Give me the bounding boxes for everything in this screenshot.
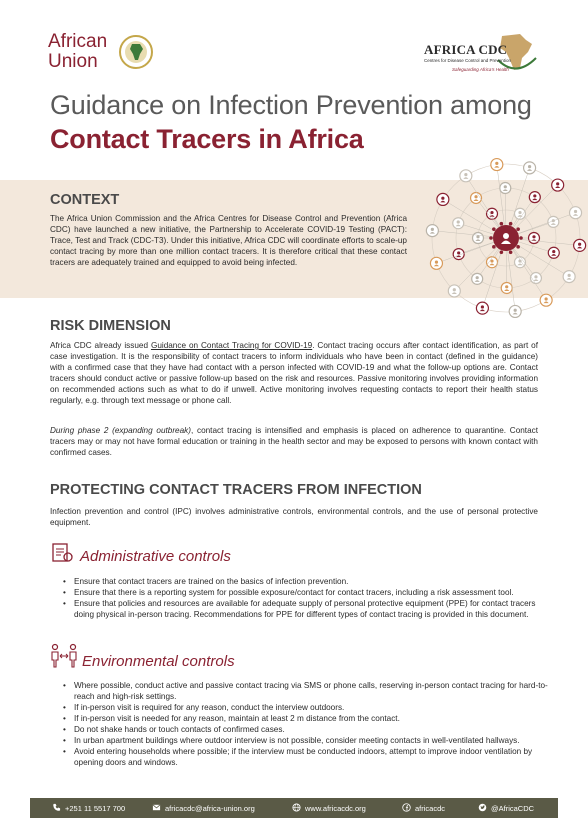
person-head-icon: [474, 195, 477, 198]
footer-twitter-text: @AfricaCDC: [491, 804, 535, 813]
au-logo-line-1: African: [48, 31, 108, 52]
person-head-icon: [552, 250, 555, 253]
page-title-line2: Contact Tracers in Africa: [50, 124, 364, 154]
environmental-controls-list: [62, 680, 550, 768]
person-head-icon: [435, 260, 438, 263]
contact-network-graphic: [416, 150, 588, 340]
protecting-heading: PROTECTING CONTACT TRACERS FROM INFECTION: [50, 482, 422, 498]
administrative-control-item: • Ensure that contact tracers are trained on the basics of infection prevention.: [74, 576, 550, 587]
risk-paragraph-2: [50, 425, 538, 458]
globe-icon: [292, 803, 301, 812]
person-head-icon: [476, 276, 479, 279]
risk-heading: RISK DIMENSION: [50, 318, 171, 334]
virus-spike: [500, 222, 504, 226]
context-heading: CONTEXT: [50, 192, 120, 208]
africa-cdc-subtitle: Centres for Disease Control and Prevention: [424, 58, 512, 63]
environmental-control-item: • Do not shake hands or touch contacts of confirmed cases.: [74, 724, 550, 735]
virus-spike: [516, 245, 520, 249]
administrative-controls-list: [62, 576, 550, 620]
center-person-head: [503, 233, 509, 239]
facebook-icon: [402, 803, 411, 812]
email-icon: [152, 803, 161, 812]
person-head-icon: [457, 251, 460, 254]
risk-p2-rest: , contact tracing is intensified and emphasis is placed on adherence to quarantine. Contact tracers may or may not have formal education or training in the health sector and may be exposed to persons with known contact with confirmed cases.: [50, 426, 538, 457]
africa-cdc-tagline: Safeguarding Africa's Health: [452, 67, 509, 72]
context-paragraph: The Africa Union Commission and the Africa Centres for Disease Control and Prevention (Africa CDC) have launched a new initiative, the Partnership to Accelerate COVID-19 Testing (PACT): Trace, Test and Track (CDC-T3). Under this initiative, Africa CDC will coordinate efforts to scale-up contact tracing by more than one million contact tracers. It is therefore critical that these contact tracers are adequately trained and equipped to avoid being infected.: [50, 214, 407, 267]
footer-website-text: www.africacdc.org: [305, 804, 366, 813]
african-union-emblem-icon: [118, 34, 154, 70]
person-head-icon: [457, 220, 460, 223]
person-head-icon: [481, 305, 484, 308]
phone-icon: [52, 803, 61, 812]
footer-phone[interactable]: [52, 803, 125, 813]
person-head-icon: [534, 275, 537, 278]
person-head-icon: [514, 309, 517, 312]
footer-twitter[interactable]: [478, 803, 534, 813]
administrative-control-item: • Ensure that policies and resources are available for adequate supply of personal protective equipment (PPE) for contact tracers doing physical in-person tracing. Recommendations for PPE for different types of contact tracing is provided in this document.: [74, 598, 550, 620]
person-head-icon: [533, 194, 536, 197]
environmental-control-item: • If in-person visit is needed for any reason, maintain at least 2 m distance from the contact.: [74, 713, 550, 724]
au-logo-line: [48, 32, 107, 72]
administrative-controls-icon: [50, 540, 74, 564]
environmental-controls-icon: [50, 643, 78, 669]
environmental-control-item: • Where possible, conduct active and passive contact tracing via SMS or phone calls, reserving in-person contact tracing for hard-to-reach and high-risk settings.: [74, 680, 550, 702]
person-head-icon: [476, 235, 479, 238]
phase-2-label: During phase 2 (expanding outbreak): [50, 426, 191, 435]
virus-spike: [519, 236, 523, 240]
person-head-icon: [490, 211, 493, 214]
contact-tracing-guidance-link[interactable]: Guidance on Contact Tracing for COVID-19: [150, 341, 313, 350]
page-title-line1: Guidance on Infection Prevention among: [50, 90, 532, 120]
person-head-icon: [545, 297, 548, 300]
footer-facebook-text: africacdc: [415, 804, 446, 813]
au-logo-line-2: Union: [48, 51, 98, 72]
person-head-icon: [490, 259, 493, 262]
footer-email[interactable]: [152, 803, 255, 813]
person-head-icon: [528, 165, 531, 168]
footer-phone-text: +251 11 5517 700: [65, 804, 126, 813]
environmental-control-item: • In urban apartment buildings where outdoor interview is not possible, consider meeting contacts in well-ventilated hallways.: [74, 735, 550, 746]
person-head-icon: [453, 288, 456, 291]
twitter-icon: [478, 803, 487, 812]
virus-spike: [492, 227, 496, 231]
contact-footer: [30, 798, 558, 818]
footer-website[interactable]: [292, 803, 366, 813]
person-head-icon: [532, 235, 535, 238]
protecting-intro: Infection prevention and control (IPC) involves administrative controls, environmental controls, and the use of personal protective equipment.: [50, 507, 538, 527]
risk-paragraph-1: [50, 340, 538, 406]
footer-facebook[interactable]: [402, 803, 445, 813]
person-head-icon: [556, 182, 559, 185]
environmental-control-item: • Avoid entering households where possible; if the interview must be conducted indoors, attempt to improve indoor ventilation by opening doors and windows.: [74, 746, 550, 768]
africa-cdc-logo-text: AFRICA CDC: [424, 42, 508, 57]
administrative-control-item: • Ensure that there is a reporting system for possible exposure/contact for contact tracers, including a risk assessment tool.: [74, 587, 550, 598]
person-head-icon: [568, 274, 571, 277]
person-head-icon: [578, 243, 581, 246]
african-union-logo-text: [48, 32, 107, 72]
environmental-controls-title: Environmental controls: [82, 653, 235, 670]
person-head-icon: [431, 228, 434, 231]
person-head-icon: [505, 285, 508, 288]
virus-spike: [500, 250, 504, 254]
risk-p1-prefix: Africa CDC already issued: [50, 341, 151, 350]
virus-spike: [492, 245, 496, 249]
person-head-icon: [518, 211, 521, 214]
virus-spike: [516, 227, 520, 231]
virus-spike: [509, 222, 513, 226]
administrative-controls-title: Administrative controls: [80, 548, 231, 565]
risk-p1-rest: . Contact tracing occurs after contact identification, as part of case investigation. It is the responsibility of contact tracers to inform individuals who have been in contact (defined in the guidance) with a confirmed case that they have had contact with a person infected with COVID-19 and what the follow-up options are. Contact tracers should conduct active or passive follow-up based on the risk and resources. Passive monitoring involves providing information on recommended actions such as what to do if unwell. Active monitoring involves requesting contacts to report their health status regularly, e.g. through text message or phone call.: [50, 341, 538, 405]
footer-email-text: africacdc@africa-union.org: [165, 804, 255, 813]
virus-spike: [489, 236, 493, 240]
environmental-control-item: • If in-person visit is required for any reason, conduct the interview outdoors.: [74, 702, 550, 713]
person-head-icon: [441, 197, 444, 200]
person-head-icon: [464, 173, 467, 176]
person-head-icon: [504, 185, 507, 188]
virus-spike: [509, 250, 513, 254]
person-head-icon: [495, 162, 498, 165]
person-head-icon: [574, 210, 577, 213]
